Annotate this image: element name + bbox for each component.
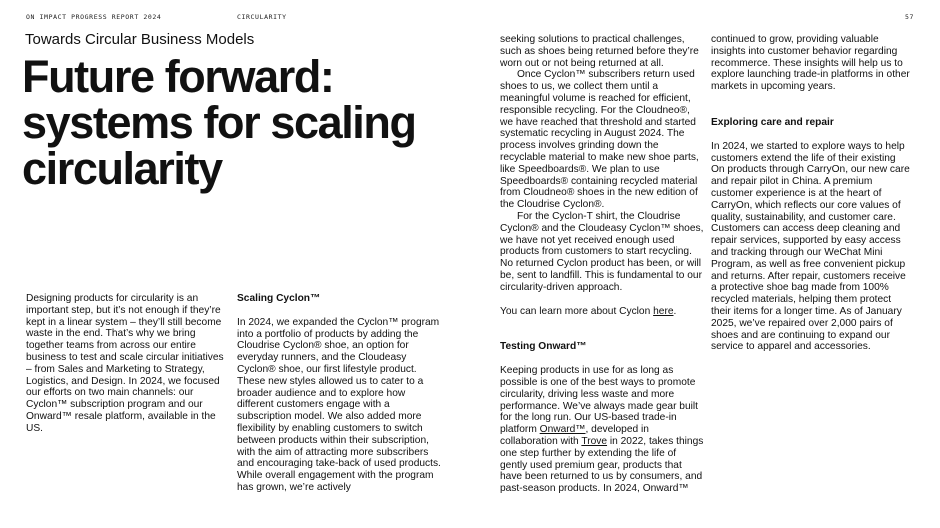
cyclon-link[interactable]: here	[653, 305, 674, 317]
kicker-heading: Towards Circular Business Models	[25, 31, 255, 48]
page-number: 57	[904, 13, 914, 21]
care-heading: Exploring care and repair	[711, 116, 834, 128]
scaling-paragraph-3: Once Cyclon™ subscribers return used shoes to us, we collect them until a meaningful volume is reached for efficient, responsible recycling. For the Cloudneo®, we have reached that threshold and started systematic recycling in August 2024. The process involves grinding down the recyclable material to make new shoe parts, like Speedboards®. We plan to use Speedboards® containing recycled material from Cloudneo® shoes in the new edition of the Cloudrise Cyclon®.	[500, 69, 699, 211]
learn-more-line: You can learn more about Cyclon here.	[500, 305, 677, 317]
scaling-paragraph-2: seeking solutions to practical challenges, such as shoes being returned before they’re worn out or not being returned at all.	[500, 34, 699, 69]
scaling-paragraph-4: For the Cyclon-T shirt, the Cloudrise Cyclon® and the Cloudeasy Cyclon™ shoes, we have not yet received enough used products from customers to start recycling. No returned Cyclon product has been, or will be, sent to landfill. This is fundamental to our circularity-driven approach.	[500, 210, 704, 293]
care-column	[711, 34, 911, 353]
intro-paragraph: Designing products for circularity is an important step, but it’s not enough if they’re kept in a linear system – they’ll still become waste in the end. That’s why we bring together teams from across our entire business to test and scale circular initiatives – from Sales and Marketing to Strategy, Logistics, and Design. In 2024, we focused our efforts on two main channels: our Cyclon™ subscription program and our Onward™ resale platform, available in the US.	[26, 293, 224, 434]
page-title: Future forward: systems for scaling circularity	[22, 51, 416, 194]
scaling-paragraph-1: In 2024, we expanded the Cyclon™ program into a portfolio of products by adding the Cloudrise Cyclon® shoe, an option for everyday runners, and the Cloudeasy Cyclon® shoe, our first lifestyle product. These new styles allowed us to cater to a broader audience and to explore how different customers engage with a subscription model. We also added more flexibility by enabling customers to switch between products within their subscription, with the aim of attracting more subscribers and encouraging take-back of used products. While overall engagement with the program has grown, we’re actively	[237, 316, 441, 493]
onward-paragraph-2: continued to grow, providing valuable insights into customer behavior regarding recommerce. These insights will help us to explore launching trade-in platforms in other markets in upcoming years.	[711, 34, 910, 93]
intro-column	[26, 293, 224, 435]
onward-link[interactable]: Onward™	[539, 424, 586, 436]
onward-heading: Testing Onward™	[500, 341, 587, 353]
report-header: ON IMPACT PROGRESS REPORT 2024	[26, 13, 162, 21]
section-header: CIRCULARITY	[237, 13, 287, 21]
onward-paragraph-1: Keeping products in use for as long as possible is one of the best ways to promote circularity, driving less waste and more performance. We’ve always made gear built for the long run. Our US-based trade-in platform Onward™, developed in collaboration with Trove in 2022, takes things one step further by extending the life of gently used premium gear, products that have been returned to us by consumers, and past-season products. In 2024, Onward™	[500, 365, 704, 495]
scaling-column	[237, 293, 442, 494]
scaling-heading: Scaling Cyclon™	[237, 293, 321, 304]
trove-link[interactable]: Trove	[581, 435, 608, 447]
scaling-continued-column	[500, 34, 705, 495]
care-paragraph: In 2024, we started to explore ways to help customers extend the life of their existing On products through CarryOn, our new care and repair pilot in China. A premium customer experience is at the heart of CarryOn, which reflects our core values of quality, sustainability, and customer care. Customers can access deep cleaning and repair services, supported by easy access and tracking through our WeChat Mini Program, as well as free convenient pickup and returns. After repair, customers receive a protective shoe bag made from 100% recycled materials, helping them protect their items for a longer time. As of January 2025, we’ve repaired over 2,000 pairs of shoes and are continuing to expand our service to apparel and accessories.	[711, 140, 910, 353]
